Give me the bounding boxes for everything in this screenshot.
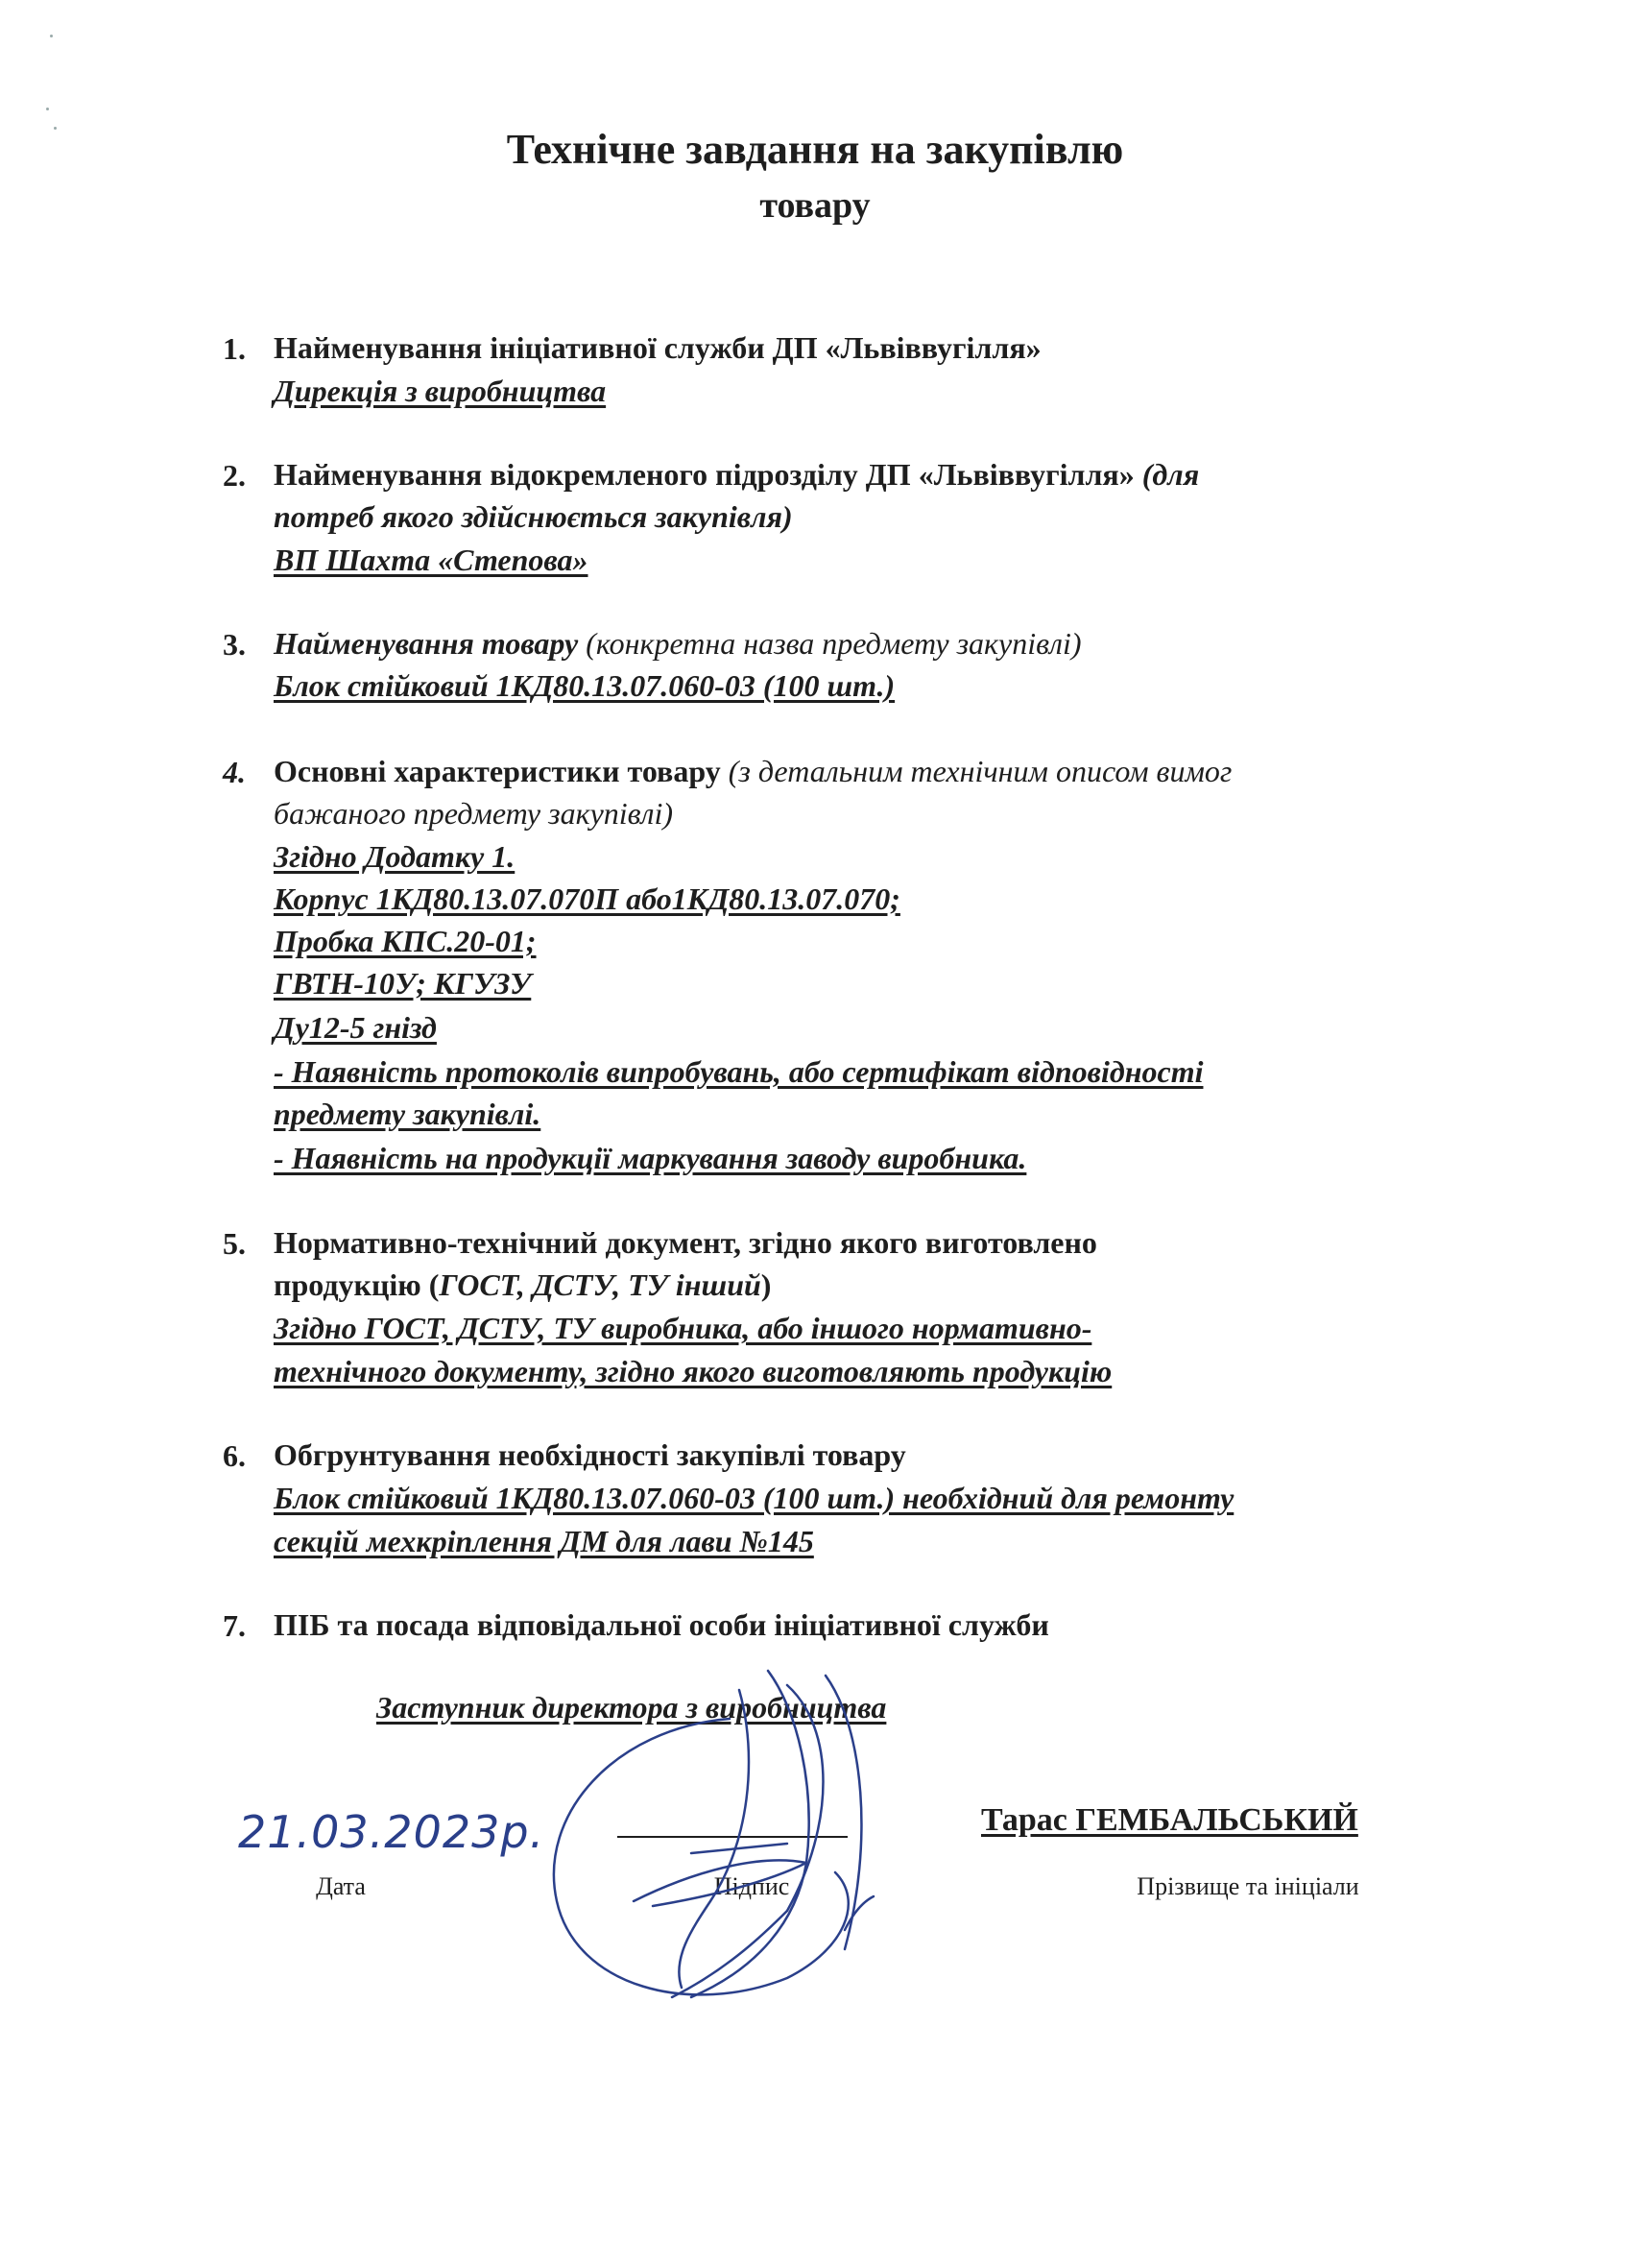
responsible-name: Тарас ГЕМБАЛЬСЬКИЙ — [981, 1802, 1358, 1838]
section-answer: Дирекція з виробництва — [274, 374, 607, 408]
name-caption: Прізвище та ініціали — [1137, 1872, 1359, 1900]
section-answer: секцій мехкріплення ДМ для лави №145 — [274, 1524, 814, 1558]
section-answer: - Наявність на продукції маркування заводу виробника. — [274, 1141, 1027, 1175]
section-answer: Ду12-5 гнізд — [274, 1010, 437, 1045]
section-heading-italic: ГОСТ, ДСТУ, ТУ інший — [439, 1267, 761, 1302]
section-note: (для — [1141, 457, 1200, 492]
section-heading: Основні характеристики товару — [274, 754, 721, 788]
section-answer: предмету закупівлі. — [274, 1097, 541, 1131]
section-answer: ГВТН-10У; КГУЗУ — [274, 966, 532, 1001]
section-heading: Обгрунтування необхідності закупівлі товару — [274, 1437, 906, 1472]
document-subtitle: товару — [759, 185, 871, 226]
section-answer: Згідно Додатку 1. — [274, 839, 515, 874]
section-heading: Нормативно-технічний документ, згідно якого виготовлено — [274, 1225, 1097, 1260]
section-heading: Найменування ініціативної служби ДП «Львіввугілля» — [274, 330, 1042, 365]
handwritten-date: 21.03.2023р. — [238, 1806, 545, 1858]
section-note: потреб якого здійснюється закупівля) — [274, 499, 793, 534]
section-answer: Корпус 1КД80.13.07.070П або1КД80.13.07.070; — [274, 881, 900, 916]
section-answer: - Наявність протоколів випробувань, або сертифікат відповідності — [274, 1054, 1204, 1089]
section-answer: Пробка КПС.20-01; — [274, 924, 537, 958]
section-heading: Найменування відокремленого підрозділу ДП «Львіввугілля» — [274, 457, 1135, 492]
section-note: бажаного предмету закупівлі) — [274, 796, 674, 831]
section-number: 5. — [223, 1226, 246, 1261]
section-note: (конкретна назва предмету закупівлі) — [586, 626, 1082, 661]
section-number: 4. — [223, 755, 246, 789]
section-answer: Згідно ГОСТ, ДСТУ, ТУ виробника, або іншого нормативно- — [274, 1311, 1092, 1345]
section-number: 6. — [223, 1438, 246, 1473]
section-heading: Найменування товару — [274, 626, 579, 661]
section-number: 3. — [223, 627, 246, 662]
section-answer: ВП Шахта «Степова» — [274, 543, 588, 577]
section-heading: продукцію ( — [274, 1267, 440, 1302]
responsible-position: Заступник директора з виробництва — [376, 1690, 887, 1725]
section-answer: технічного документу, згідно якого виготовляють продукцію — [274, 1354, 1113, 1388]
section-heading: ПІБ та посада відповідальної особи ініціативної служби — [274, 1607, 1049, 1642]
section-heading: ) — [760, 1267, 772, 1302]
date-caption: Дата — [316, 1872, 366, 1900]
section-answer: Блок стійковий 1КД80.13.07.060-03 (100 шт.) — [274, 668, 896, 703]
section-number: 7. — [223, 1608, 246, 1643]
signature-caption: Підпис — [713, 1872, 790, 1900]
section-number: 2. — [223, 458, 246, 493]
document-title: Технічне завдання на закупівлю — [506, 126, 1124, 173]
section-number: 1. — [223, 331, 246, 366]
section-answer: Блок стійковий 1КД80.13.07.060-03 (100 шт.) необхідний для ремонту — [274, 1481, 1234, 1515]
section-note: (з детальним технічним описом вимог — [728, 754, 1233, 788]
